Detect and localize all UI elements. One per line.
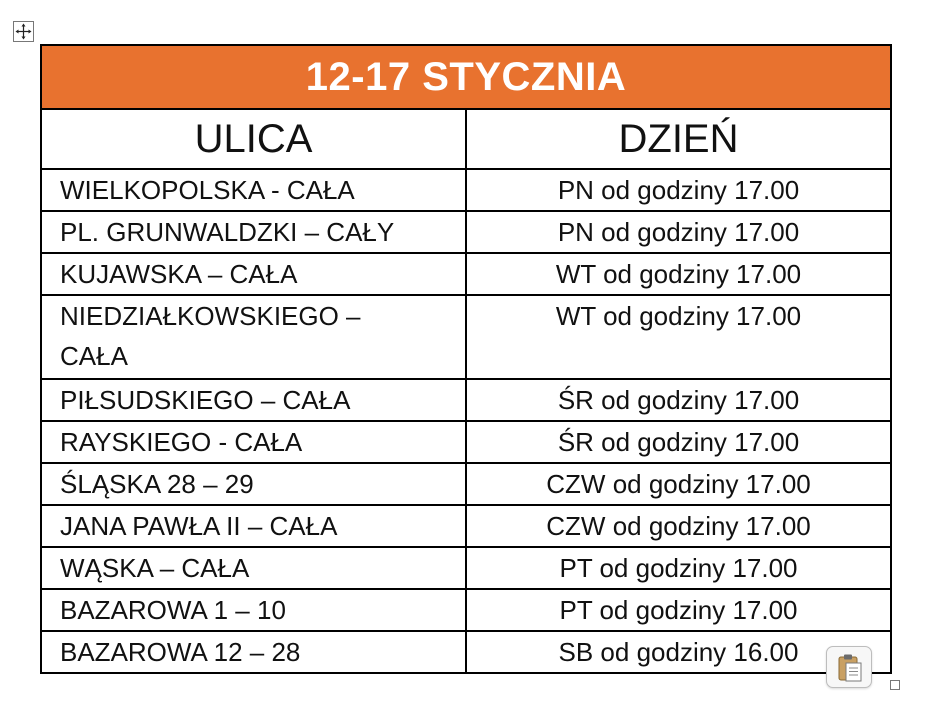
street-cell[interactable]: ŚLĄSKA 28 – 29 (41, 463, 466, 505)
day-cell[interactable]: PN od godziny 17.00 (466, 169, 891, 211)
day-cell[interactable]: CZW od godziny 17.00 (466, 463, 891, 505)
schedule-table (40, 44, 892, 674)
street-cell[interactable]: WIELKOPOLSKA - CAŁA (41, 169, 466, 211)
day-cell[interactable]: PT od godziny 17.00 (466, 589, 891, 631)
table-row (41, 505, 891, 547)
table-title[interactable]: 12-17 STYCZNIA (41, 45, 891, 109)
day-cell[interactable]: CZW od godziny 17.00 (466, 505, 891, 547)
clipboard-icon (837, 653, 863, 683)
paste-options-button[interactable] (826, 646, 872, 688)
table-row (41, 589, 891, 631)
day-cell[interactable]: WT od godziny 17.00 (466, 253, 891, 295)
table-row (41, 295, 891, 379)
table-row (41, 463, 891, 505)
street-cell[interactable]: PIŁSUDSKIEGO – CAŁA (41, 379, 466, 421)
street-cell[interactable]: PL. GRUNWALDZKI – CAŁY (41, 211, 466, 253)
table-move-handle[interactable] (13, 21, 34, 42)
header-day[interactable]: DZIEŃ (466, 109, 891, 169)
table-row (41, 421, 891, 463)
day-cell[interactable]: PT od godziny 17.00 (466, 547, 891, 589)
table-row (41, 253, 891, 295)
street-cell[interactable]: RAYSKIEGO - CAŁA (41, 421, 466, 463)
day-cell[interactable]: WT od godziny 17.00 (466, 295, 891, 379)
move-icon (14, 22, 33, 41)
day-cell[interactable]: ŚR od godziny 17.00 (466, 379, 891, 421)
day-cell[interactable]: PN od godziny 17.00 (466, 211, 891, 253)
street-cell[interactable]: JANA PAWŁA II – CAŁA (41, 505, 466, 547)
day-cell[interactable]: SB od godziny 16.00 (466, 631, 891, 673)
table-resize-handle[interactable] (890, 680, 900, 690)
day-cell[interactable]: ŚR od godziny 17.00 (466, 421, 891, 463)
street-cell[interactable]: KUJAWSKA – CAŁA (41, 253, 466, 295)
street-cell[interactable]: BAZAROWA 1 – 10 (41, 589, 466, 631)
table-body (41, 169, 891, 673)
table-row (41, 547, 891, 589)
table-row (41, 631, 891, 673)
table-row (41, 211, 891, 253)
table-row (41, 379, 891, 421)
street-cell[interactable]: BAZAROWA 12 – 28 (41, 631, 466, 673)
header-street[interactable]: ULICA (41, 109, 466, 169)
street-cell[interactable]: WĄSKA – CAŁA (41, 547, 466, 589)
street-cell[interactable]: NIEDZIAŁKOWSKIEGO – CAŁA (41, 295, 466, 379)
table-row (41, 169, 891, 211)
